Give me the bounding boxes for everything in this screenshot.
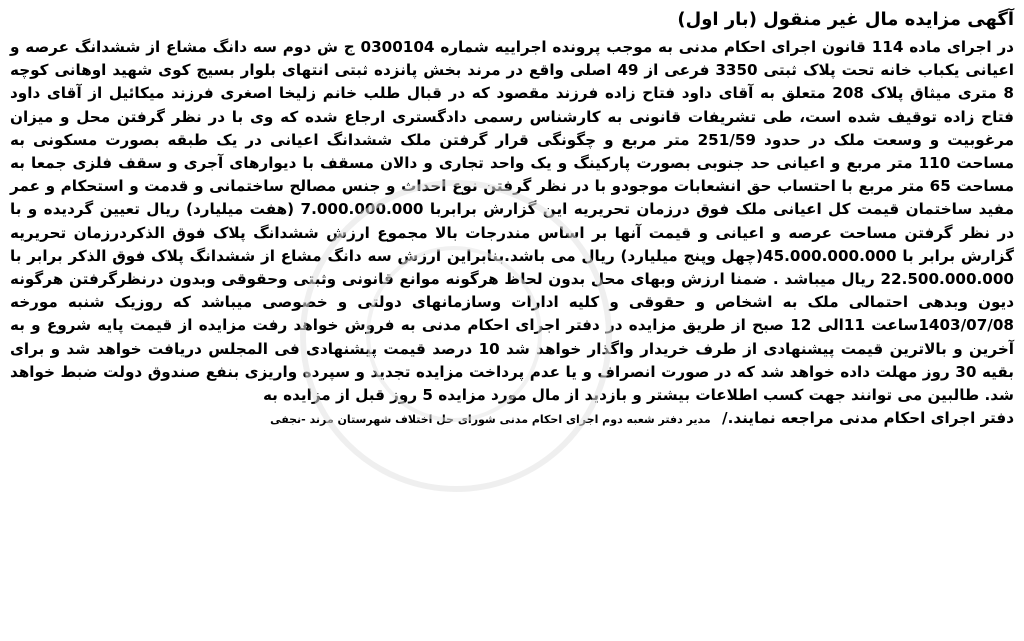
closing-line: دفتر اجرای احکام مدنی مراجعه نمایند./ bbox=[722, 409, 1014, 428]
notice-body: در اجرای ماده 114 قانون اجرای احکام مدنی به موجب پرونده اجراییه شماره 0300104 ج ش دوم سه دانگ مشاع از ششدانگ عرصه و اعیانی یکباب خانه تحت پلاک ثبتی 3350 فرعی از 49 اصلی واقع در مرند بخش پانزده ثبتی انتهای بلوار بسیج کوی شهید اوهانی کوچه 8 متری میثاق پلاک 208 متعلق به آقای داود فتاح زاده فرزند مقصود که در قبال طلب خانم زلیخا اصغری فرزند میکائیل از آقای داود فتاح زاده توقیف شده است، طی تشریفات قانونی به کارشناس رسمی دادگستری ارجاع شده که وی با در نظر گرفتن محل و میزان مرغوبیت و وسعت ملک در حدود 251/59 متر مربع و چگونگی قرار گرفتن ملک ششدانگ اعیانی در یک طبقه بصورت مسکونی به مساحت 110 متر مربع و اعیانی حد جنوبی بصورت پارکینگ و یک واحد تجاری و دالان مسقف با دیوارهای آجری و سقف فلزی جمعا به مساحت 65 متر مربع با احتساب حق انشعابات موجودو با در نظر گرفتن نوع احداث و جنس مصالح ساختمانی و قدمت و استحکام و عمر مفید ساختمان قیمت کل اعیانی ملک فوق درزمان تحریریه این گزارش برابربا 7.000.000.000 (هفت میلیارد) ریال تعیین گردیده و با در نظر گرفتن مساحت عرصه و اعیانی و قیمت آنها بر اساس مندرجات بالا مجموع ارزش ششدانگ پلاک فوق الذکردرزمان تحریریه گزارش برابر با 45.000.000.000(چهل وپنج میلیارد) ریال می باشد.بنابراین ارزش سه دانگ مشاع از ششدانگ پلاک فوق الذکر برابر با 22.500.000.000 ریال میباشد . ضمنا ارزش وبهای محل بدون لحاظ هرگونه موانع قانونی وثبتی وحقوقی وبدون درنظرگرفتن هرگونه دیون وبدهی احتمالی ملک به اشخاص و حقوقی و کلیه ادارات وسازمانهای دولتی و خصوصی میباشد که روزیک شنبه مورخه 1403/07/08ساعت 11الی 12 صبح از طریق مزایده در دفتر اجرای احکام مدنی به فروش خواهد رفت مزایده از قیمت پایه شروع و به آخرین و بالاترین قیمت پیشنهادی از طرف خریدار واگذار خواهد شد 10 درصد قیمت پیشنهادی فی المجلس دریافت خواهد شد و برای بقیه 30 روز مهلت داده خواهد شد که در صورت انصراف و یا عدم پرداخت مزایده تجدید و سپرده واریزی بنفع صندوق دولت ضبط خواهد شد. طالبین می توانند جهت کسب اطلاعات بیشتر و بازدید از مال مورد مزایده 5 روز قبل از مزایده به bbox=[10, 38, 1015, 405]
signature-line: مدیر دفتر شعبه دوم اجرای احکام مدنی شورای حل اختلاف شهرستان مرند -نجفی bbox=[270, 413, 711, 427]
notice-title: آگهی مزایده مال غیر منقول (بار اول) bbox=[677, 9, 1014, 30]
notice-footer bbox=[10, 407, 1014, 431]
